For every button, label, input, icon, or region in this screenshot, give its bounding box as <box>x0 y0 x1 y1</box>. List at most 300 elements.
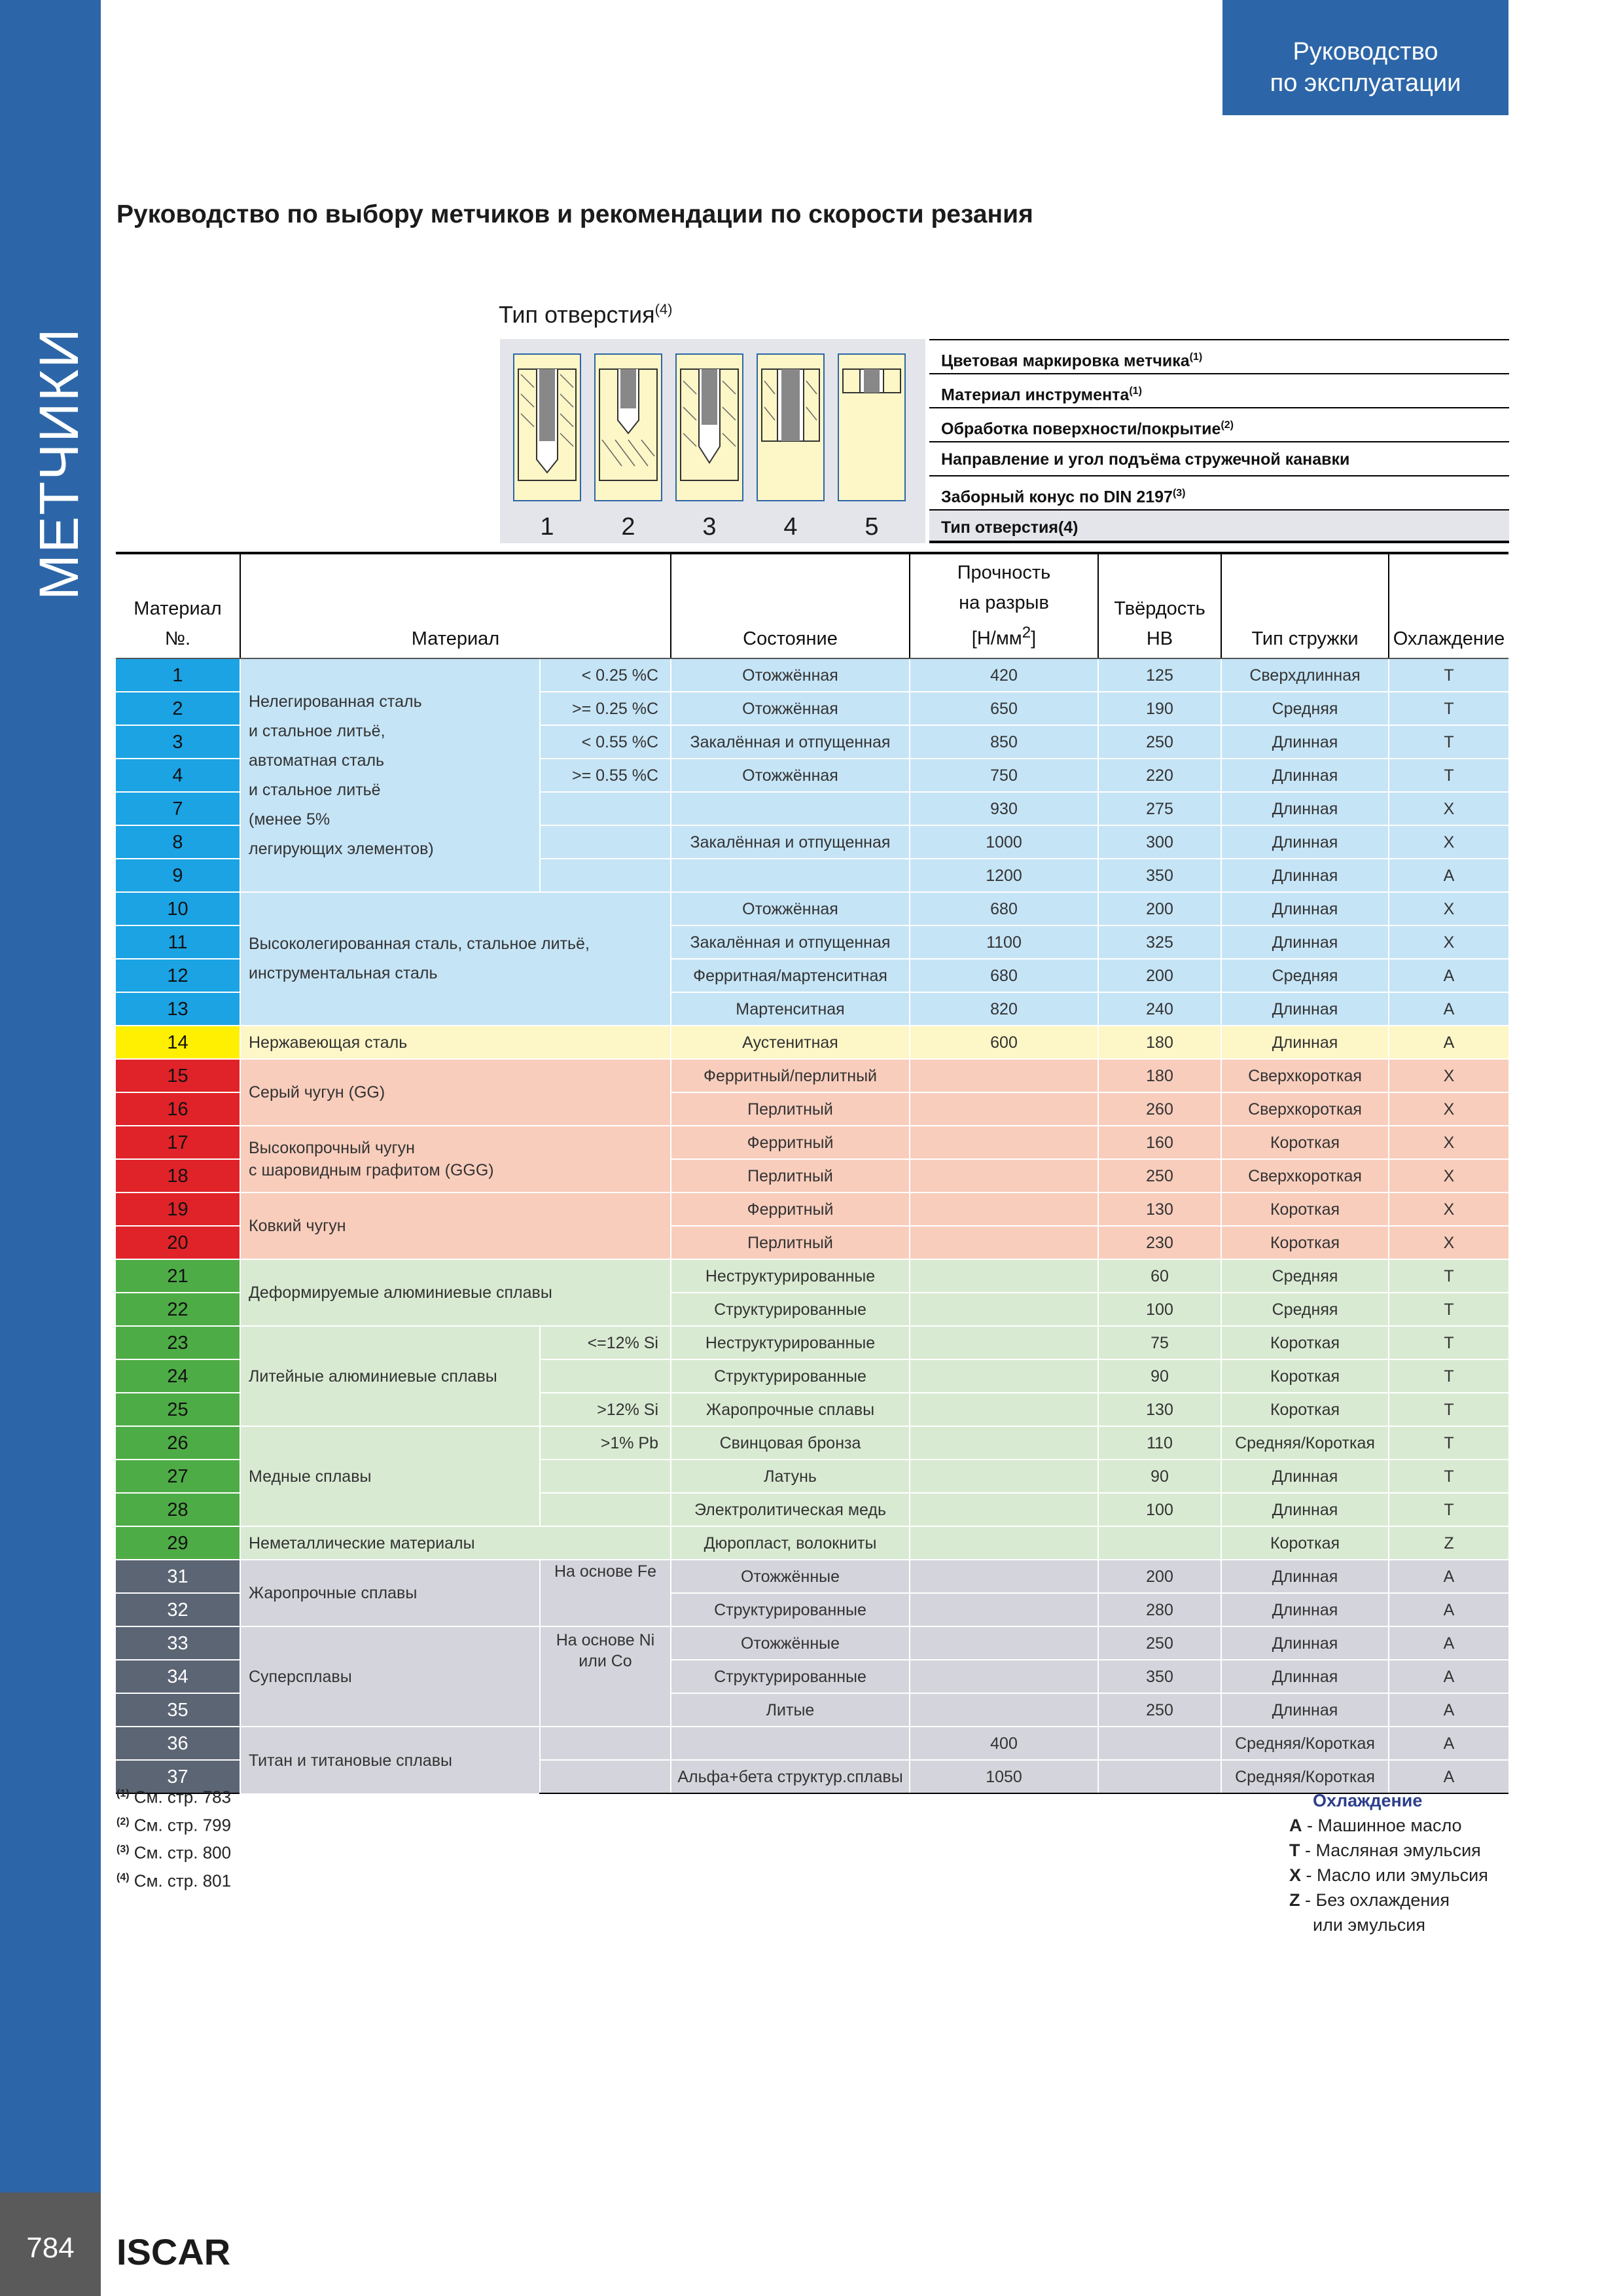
hardness: 350 <box>1098 1660 1221 1693</box>
header-strength-line3: $[Н/мм^2]$ <box>971 624 1037 649</box>
state: Отожжённая <box>671 658 910 692</box>
coolant: A <box>1389 859 1508 892</box>
table-row <box>116 1727 1508 1760</box>
hardness: 160 <box>1098 1126 1221 1159</box>
page-title: Руководство по выбору метчиков и рекомендации по скорости резания <box>116 200 1033 228</box>
strength <box>910 1460 1098 1493</box>
coolant: X <box>1389 1226 1508 1259</box>
condition: >= 0.55 %C <box>540 759 671 792</box>
coolant: T <box>1389 1326 1508 1359</box>
chip-type: Средняя <box>1221 1259 1389 1293</box>
material-group-ductile-iron <box>240 1126 671 1193</box>
material-number: 19 <box>116 1193 240 1226</box>
header-strength <box>910 553 1098 658</box>
state <box>671 859 910 892</box>
state: Закалённая и отпущенная <box>671 725 910 759</box>
strength <box>910 1293 1098 1326</box>
material-number: 29 <box>116 1526 240 1560</box>
condition <box>540 825 671 859</box>
strength <box>910 1593 1098 1626</box>
section-title-text: МЕТЧИКИ <box>28 327 90 600</box>
condition <box>540 1760 671 1793</box>
coolant-legend-item <box>1289 1813 1488 1838</box>
material-number: 35 <box>116 1693 240 1727</box>
coolant-desc: - Масло или эмульсия <box>1301 1865 1488 1885</box>
coolant-legend-item <box>1289 1838 1488 1863</box>
material-number: 25 <box>116 1393 240 1426</box>
condition <box>540 792 671 825</box>
strength: 1050 <box>910 1760 1098 1793</box>
material-number: 16 <box>116 1092 240 1126</box>
chip-type: Короткая <box>1221 1359 1389 1393</box>
state: Ферритный <box>671 1193 910 1226</box>
hardness: 230 <box>1098 1226 1221 1259</box>
coolant-code: Z <box>1289 1890 1300 1910</box>
material-number: 8 <box>116 825 240 859</box>
material-group-cast-aluminium: Литейные алюминиевые сплавы <box>240 1326 540 1426</box>
hole-type-title-text: Тип отверстия <box>499 301 655 328</box>
coolant: T <box>1389 759 1508 792</box>
state: Закалённая и отпущенная <box>671 925 910 959</box>
chip-type: Короткая <box>1221 1393 1389 1426</box>
material-group-copper: Медные сплавы <box>240 1426 540 1526</box>
material-number: 11 <box>116 925 240 959</box>
table-row <box>116 1526 1508 1560</box>
strength <box>910 1393 1098 1426</box>
footnote-text: См. стр. 800 <box>134 1842 232 1863</box>
strength: 820 <box>910 992 1098 1026</box>
state: Перлитный <box>671 1092 910 1126</box>
material-group-grey-cast-iron: Серый чугун (GG) <box>240 1059 671 1126</box>
legend-row-text: Заборный конус по DIN 2197 <box>941 488 1173 507</box>
chip-type: Средняя <box>1221 1293 1389 1326</box>
state: Аустенитная <box>671 1026 910 1059</box>
material-number: 21 <box>116 1259 240 1293</box>
coolant: A <box>1389 1593 1508 1626</box>
hardness: 75 <box>1098 1326 1221 1359</box>
hole-type-number: 5 <box>865 513 879 541</box>
state: Альфа+бета структур.сплавы <box>671 1760 910 1793</box>
strength: 600 <box>910 1026 1098 1059</box>
material-number: 10 <box>116 892 240 925</box>
legend-row-flute <box>929 441 1509 475</box>
state: Литые <box>671 1693 910 1727</box>
header-hardness-line2: HB <box>1146 628 1173 649</box>
material-number: 31 <box>116 1560 240 1593</box>
material-number: 32 <box>116 1593 240 1626</box>
footnote <box>116 1810 231 1838</box>
legend-row-sup: (2) <box>1221 420 1234 431</box>
condition <box>540 859 671 892</box>
legend-row-color-code <box>929 339 1509 373</box>
hardness: 90 <box>1098 1460 1221 1493</box>
coolant: A <box>1389 1727 1508 1760</box>
chip-type: Длинная <box>1221 1626 1389 1660</box>
coolant: A <box>1389 1660 1508 1693</box>
hole-type-title <box>499 301 672 329</box>
left-sidebar <box>0 0 101 2296</box>
header-num-line1: Материал <box>134 598 222 619</box>
footnote-text: См. стр. 801 <box>134 1871 232 1891</box>
footnote <box>116 1865 231 1893</box>
material-number: 24 <box>116 1359 240 1393</box>
condition <box>540 1460 671 1493</box>
strength <box>910 1259 1098 1293</box>
chip-type: Длинная <box>1221 725 1389 759</box>
strength: 400 <box>910 1727 1098 1760</box>
coolant-legend-item <box>1289 1888 1488 1912</box>
chip-type: Длинная <box>1221 1026 1389 1059</box>
state <box>671 792 910 825</box>
coolant: T <box>1389 1493 1508 1526</box>
state: Отожжённая <box>671 692 910 725</box>
coolant: X <box>1389 1193 1508 1226</box>
material-number: 28 <box>116 1493 240 1526</box>
material-group-heat-resistant: Жаропрочные сплавы <box>240 1560 540 1626</box>
coolant-desc: - Без охлаждения <box>1300 1890 1450 1910</box>
legend-row-sup: (1) <box>1129 386 1142 397</box>
material-number: 12 <box>116 959 240 992</box>
legend-row-hole-type <box>929 509 1509 543</box>
hardness: 350 <box>1098 859 1221 892</box>
material-number: 34 <box>116 1660 240 1693</box>
hardness: 260 <box>1098 1092 1221 1126</box>
state <box>671 1727 910 1760</box>
material-group-non-metallic: Неметаллические материалы <box>240 1526 671 1560</box>
table-row <box>116 1560 1508 1593</box>
coolant: X <box>1389 925 1508 959</box>
hardness: 250 <box>1098 1159 1221 1193</box>
section-tag-line1: Руководство <box>1293 38 1438 65</box>
hardness: 90 <box>1098 1359 1221 1393</box>
chip-type: Длинная <box>1221 1660 1389 1693</box>
coolant: X <box>1389 1059 1508 1092</box>
chip-type: Короткая <box>1221 1193 1389 1226</box>
coolant-legend-item <box>1289 1863 1488 1888</box>
chip-type: Длинная <box>1221 992 1389 1026</box>
coolant: X <box>1389 1159 1508 1193</box>
chip-type: Короткая <box>1221 1526 1389 1560</box>
coolant: A <box>1389 1026 1508 1059</box>
material-group-malleable-iron: Ковкий чугун <box>240 1193 671 1259</box>
strength <box>910 1326 1098 1359</box>
header-num <box>116 553 240 658</box>
material-number: 4 <box>116 759 240 792</box>
table-row <box>116 1626 1508 1660</box>
hardness: 110 <box>1098 1426 1221 1460</box>
material-number: 1 <box>116 658 240 692</box>
hardness <box>1098 1760 1221 1793</box>
state: Структурированные <box>671 1593 910 1626</box>
strength <box>910 1693 1098 1727</box>
chip-type: Средняя/Короткая <box>1221 1760 1389 1793</box>
chip-type: Средняя/Короткая <box>1221 1727 1389 1760</box>
header-strength-line1: Прочность <box>957 562 1051 584</box>
coolant: A <box>1389 1560 1508 1593</box>
condition: < 0.25 %C <box>540 658 671 692</box>
hardness: 180 <box>1098 1026 1221 1059</box>
condition: < 0.55 %C <box>540 725 671 759</box>
group-line: и стальное литьё <box>249 780 381 799</box>
material-number: 15 <box>116 1059 240 1092</box>
strength <box>910 1159 1098 1193</box>
condition <box>540 1727 671 1760</box>
chip-type: Длинная <box>1221 759 1389 792</box>
group-line: Высокопрочный чугун <box>249 1139 415 1157</box>
state: Свинцовая бронза <box>671 1426 910 1460</box>
hardness: 130 <box>1098 1193 1221 1226</box>
hardness <box>1098 1727 1221 1760</box>
legend-row-text: Тип отверстия(4) <box>941 518 1079 537</box>
state: Ферритная/мартенситная <box>671 959 910 992</box>
state: Неструктурированные <box>671 1259 910 1293</box>
chip-type: Длинная <box>1221 1693 1389 1727</box>
state: Латунь <box>671 1460 910 1493</box>
legend-row-coating <box>929 407 1509 441</box>
chip-type: Средняя <box>1221 692 1389 725</box>
hardness: 60 <box>1098 1259 1221 1293</box>
legend-row-text: Обработка поверхности/покрытие <box>941 420 1221 439</box>
strength <box>910 1059 1098 1092</box>
footnote-mark: (2) <box>116 1816 130 1827</box>
coolant: X <box>1389 892 1508 925</box>
state: Структурированные <box>671 1293 910 1326</box>
material-number: 18 <box>116 1159 240 1193</box>
state: Электролитическая медь <box>671 1493 910 1526</box>
hardness <box>1098 1526 1221 1560</box>
chip-type: Сверхдлинная <box>1221 658 1389 692</box>
material-number: 9 <box>116 859 240 892</box>
material-number: 14 <box>116 1026 240 1059</box>
strength <box>910 1626 1098 1660</box>
table-row <box>116 1426 1508 1460</box>
coolant-code: A <box>1289 1816 1302 1835</box>
chip-type: Длинная <box>1221 825 1389 859</box>
coolant: A <box>1389 1693 1508 1727</box>
coolant-desc: - Машинное масло <box>1302 1816 1462 1835</box>
coolant: T <box>1389 1259 1508 1293</box>
strength <box>910 1359 1098 1393</box>
group-line: Высоколегированная сталь, стальное литьё, <box>249 935 590 953</box>
chip-type: Длинная <box>1221 892 1389 925</box>
hardness: 190 <box>1098 692 1221 725</box>
hole-type-number: 2 <box>621 513 635 541</box>
hole-type-5-icon <box>838 353 906 501</box>
header-strength-line2: на разрыв <box>959 592 1049 614</box>
footnotes <box>116 1782 231 1893</box>
footnote <box>116 1782 231 1810</box>
state: Мартенситная <box>671 992 910 1026</box>
section-tag-line2: по эксплуатации <box>1270 69 1461 97</box>
material-group-titanium: Титан и титановые сплавы <box>240 1727 540 1793</box>
hardness: 300 <box>1098 825 1221 859</box>
hardness: 100 <box>1098 1493 1221 1526</box>
group-line: автоматная сталь <box>249 751 385 770</box>
material-number: 3 <box>116 725 240 759</box>
material-number: 26 <box>116 1426 240 1460</box>
condition: >= 0.25 %C <box>540 692 671 725</box>
state: Перлитный <box>671 1226 910 1259</box>
state: Отожжённые <box>671 1560 910 1593</box>
strength <box>910 1193 1098 1226</box>
coolant-legend-title: Охлаждение <box>1313 1791 1423 1810</box>
table-row <box>116 892 1508 925</box>
strength <box>910 1660 1098 1693</box>
header-num-line2: №. <box>164 628 191 649</box>
coolant: X <box>1389 1092 1508 1126</box>
chip-type: Сверхкороткая <box>1221 1159 1389 1193</box>
state: Ферритный <box>671 1126 910 1159</box>
material-table <box>116 552 1508 1794</box>
strength: 1000 <box>910 825 1098 859</box>
hole-type-number: 3 <box>702 513 717 541</box>
table-row <box>116 1326 1508 1359</box>
table-row <box>116 1026 1508 1059</box>
material-number: 22 <box>116 1293 240 1326</box>
header-chip: Тип стружки <box>1221 553 1389 658</box>
strength: 680 <box>910 892 1098 925</box>
header-hardness <box>1098 553 1221 658</box>
group-line: инструментальная сталь <box>249 964 438 982</box>
hardness: 280 <box>1098 1593 1221 1626</box>
chip-type: Длинная <box>1221 859 1389 892</box>
legend-row-chamfer <box>929 475 1509 509</box>
hardness: 250 <box>1098 1693 1221 1727</box>
strength: 930 <box>910 792 1098 825</box>
group-line: и стальное литьё, <box>249 721 385 740</box>
material-number: 27 <box>116 1460 240 1493</box>
strength: 750 <box>910 759 1098 792</box>
coolant: T <box>1389 1393 1508 1426</box>
coolant: X <box>1389 792 1508 825</box>
coolant: A <box>1389 992 1508 1026</box>
state: Отожжённая <box>671 759 910 792</box>
strength <box>910 1426 1098 1460</box>
state: Отожжённые <box>671 1626 910 1660</box>
hole-type-1-icon <box>513 353 581 501</box>
hardness: 250 <box>1098 1626 1221 1660</box>
chip-type: Сверхкороткая <box>1221 1059 1389 1092</box>
table-row <box>116 1259 1508 1293</box>
legend-row-sup: (1) <box>1189 351 1203 363</box>
coolant: T <box>1389 1426 1508 1460</box>
strength <box>910 1226 1098 1259</box>
table-row <box>116 1193 1508 1226</box>
material-number: 17 <box>116 1126 240 1159</box>
page-number: 784 <box>26 2232 75 2264</box>
coolant: T <box>1389 692 1508 725</box>
hardness: 275 <box>1098 792 1221 825</box>
footnote-text: См. стр. 799 <box>134 1815 232 1835</box>
tap-spec-legend <box>929 339 1509 543</box>
coolant: A <box>1389 1626 1508 1660</box>
group-line: с шаровидным графитом (GGG) <box>249 1161 494 1179</box>
strength: 850 <box>910 725 1098 759</box>
condition: >1% Pb <box>540 1426 671 1460</box>
coolant: Z <box>1389 1526 1508 1560</box>
group-line: (менее 5% <box>249 810 330 829</box>
hole-type-number: 4 <box>783 513 798 541</box>
material-group-stainless: Нержавеющая сталь <box>240 1026 671 1059</box>
strength <box>910 1560 1098 1593</box>
coolant: T <box>1389 1293 1508 1326</box>
strength <box>910 1493 1098 1526</box>
coolant-legend <box>1289 1788 1488 1937</box>
hardness: 200 <box>1098 959 1221 992</box>
section-tag <box>1222 0 1508 115</box>
hardness: 200 <box>1098 1560 1221 1593</box>
chip-type: Длинная <box>1221 925 1389 959</box>
coolant-legend-extra: или эмульсия <box>1313 1915 1425 1935</box>
chip-type: Длинная <box>1221 1460 1389 1493</box>
chip-type: Длинная <box>1221 1593 1389 1626</box>
strength: 420 <box>910 658 1098 692</box>
footnote-text: См. стр. 783 <box>134 1787 232 1807</box>
hole-type-4-icon <box>757 353 825 501</box>
hole-type-3-icon <box>675 353 743 501</box>
chip-type: Длинная <box>1221 1493 1389 1526</box>
table-header-row <box>116 553 1508 658</box>
strength <box>910 1126 1098 1159</box>
hardness: 130 <box>1098 1393 1221 1426</box>
material-group-high-alloy-steel <box>240 892 671 1026</box>
material-group-unalloyed-steel <box>240 658 540 892</box>
state: Неструктурированные <box>671 1326 910 1359</box>
strength: 1200 <box>910 859 1098 892</box>
state: Отожжённая <box>671 892 910 925</box>
chip-type: Короткая <box>1221 1326 1389 1359</box>
material-number: 2 <box>116 692 240 725</box>
legend-row-sup: (3) <box>1172 488 1186 499</box>
coolant: X <box>1389 825 1508 859</box>
hardness: 180 <box>1098 1059 1221 1092</box>
hardness: 325 <box>1098 925 1221 959</box>
chip-type: Длинная <box>1221 792 1389 825</box>
state: Структурированные <box>671 1660 910 1693</box>
condition <box>540 1359 671 1393</box>
state: Жаропрочные сплавы <box>671 1393 910 1426</box>
hardness: 240 <box>1098 992 1221 1026</box>
footnote-mark: (1) <box>116 1788 130 1799</box>
material-number: 33 <box>116 1626 240 1660</box>
chip-type: Короткая <box>1221 1226 1389 1259</box>
brand-logo: ISCAR <box>116 2231 231 2272</box>
chip-type: Короткая <box>1221 1126 1389 1159</box>
hardness: 200 <box>1098 892 1221 925</box>
table-row <box>116 1126 1508 1159</box>
state: Структурированные <box>671 1359 910 1393</box>
chip-type: Средняя <box>1221 959 1389 992</box>
state: Дюропласт, волокниты <box>671 1526 910 1560</box>
material-group-superalloys: Суперсплавы <box>240 1626 540 1727</box>
coolant: A <box>1389 959 1508 992</box>
header-material: Материал <box>240 553 671 658</box>
group-line: легирующих элементов) <box>249 839 434 858</box>
strength <box>910 1092 1098 1126</box>
condition: На основе Fe <box>540 1560 671 1626</box>
hardness: 250 <box>1098 725 1221 759</box>
strength <box>910 1526 1098 1560</box>
header-state: Состояние <box>671 553 910 658</box>
coolant: X <box>1389 1126 1508 1159</box>
table-row <box>116 1059 1508 1092</box>
coolant-code: X <box>1289 1865 1302 1885</box>
material-number: 37 <box>116 1760 240 1793</box>
state: Перлитный <box>671 1159 910 1193</box>
hardness: 220 <box>1098 759 1221 792</box>
material-number: 36 <box>116 1727 240 1760</box>
legend-row-text: Цветовая маркировка метчика <box>941 351 1190 370</box>
